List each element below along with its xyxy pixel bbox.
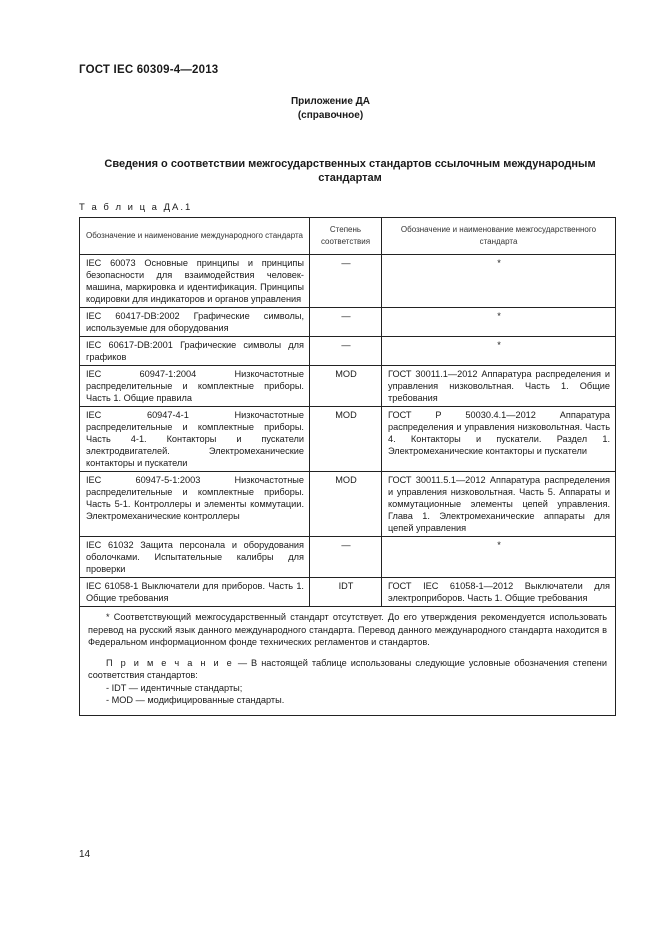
table-row xyxy=(80,472,616,537)
cell-degree: IDT xyxy=(310,578,382,607)
cell-degree: MOD xyxy=(310,366,382,407)
cell-interstate: * xyxy=(382,337,616,366)
annex-title: Приложение ДА xyxy=(290,96,371,107)
cell-international: IEC 60073 Основные принципы и принципы безопасности для взаимодействия человек-машина, маркировка и идентификация. Принципы кодировки для индикаторов и органов управления xyxy=(80,255,310,308)
cell-interstate: * xyxy=(382,537,616,578)
cell-degree: MOD xyxy=(310,472,382,537)
cell-international: IEC 60947-1:2004 Низкочастотные распределительные и комплектные приборы. Часть 1. Общие правила xyxy=(80,366,310,407)
cell-interstate: ГОСТ 30011.1—2012 Аппаратура распределения и управления низковольтная. Часть 1. Общие требования xyxy=(382,366,616,407)
table-row xyxy=(80,537,616,578)
cell-international: IEC 60947-5-1:2003 Низкочастотные распределительные и комплектные приборы. Часть 5-1. Контроллеры и элементы коммутации. Электромеханические контроллеры xyxy=(80,472,310,537)
cell-interstate: * xyxy=(382,308,616,337)
cell-international: IEC 61032 Защита персонала и оборудования оболочками. Испытательные калибры для проверки xyxy=(80,537,310,578)
cell-degree: — xyxy=(310,255,382,308)
table-label: Т а б л и ц а ДА.1 xyxy=(79,202,193,213)
document-code: ГОСТ IEC 60309-4—2013 xyxy=(79,64,219,76)
table-footer xyxy=(80,607,616,716)
header-degree-of-conformity: Степень соответствия xyxy=(310,218,382,255)
cell-degree: — xyxy=(310,337,382,366)
cell-interstate: * xyxy=(382,255,616,308)
page-number: 14 xyxy=(79,849,91,860)
annex-subtitle: (справочное) xyxy=(297,110,364,121)
cell-degree: MOD xyxy=(310,407,382,472)
cell-interstate: ГОСТ IEC 61058-1—2012 Выключатели для электроприборов. Часть 1. Общие требования xyxy=(382,578,616,607)
table-row xyxy=(80,407,616,472)
cell-international: IEC 60947-4-1 Низкочастотные распределительные и комплектные приборы. Часть 4-1. Контакторы и пускатели электродвигателей. Электромеханические контакторы и пускатели xyxy=(80,407,310,472)
section-title: Сведения о соответствии межгосударственных стандартов ссылочным международным стандартам xyxy=(104,158,596,184)
header-international-standard: Обозначение и наименование международного стандарта xyxy=(80,218,310,255)
cell-interstate: ГОСТ Р 50030.4.1—2012 Аппаратура распределения и управления низковольтная. Часть 4. Контакторы и пускатели. Раздел 1. Электромеханические контакторы и пускатели xyxy=(382,407,616,472)
note-item-mod: - MOD — модифицированные стандарты. xyxy=(106,695,285,705)
header-interstate-standard: Обозначение и наименование межгосударственного стандарта xyxy=(382,218,616,255)
note-item-idt: - IDT — идентичные стандарты; xyxy=(106,682,243,693)
cell-international: IEC 61058-1 Выключатели для приборов. Часть 1. Общие требования xyxy=(80,578,310,607)
table-row xyxy=(80,578,616,607)
table-footnote: * Соответствующий межгосударственный стандарт отсутствует. До его утверждения рекомендуется использовать перевод на русский язык данного международного стандарта. Перевод данного международного стандарта находится в Федеральном информационном фонде технических регламентов и стандартов. xyxy=(88,612,607,647)
table-row xyxy=(80,337,616,366)
cell-degree: — xyxy=(310,537,382,578)
note-heading: П р и м е ч а н и е xyxy=(106,657,234,668)
table-row xyxy=(80,255,616,308)
table-footer-row xyxy=(80,607,616,716)
correspondence-table xyxy=(79,217,616,716)
cell-international: IEC 60617-DB:2001 Графические символы для графиков xyxy=(80,337,310,366)
table-note xyxy=(88,657,607,682)
note-text: — В настоящей таблице использованы следующие условные обозначения степени соответствия стандартов: xyxy=(88,657,607,680)
cell-degree: — xyxy=(310,308,382,337)
table-row xyxy=(80,308,616,337)
table-header-row xyxy=(80,218,616,255)
table-row xyxy=(80,366,616,407)
cell-interstate: ГОСТ 30011.5.1—2012 Аппаратура распределения и управления низковольтная. Часть 5. Аппараты и коммутационные элементы цепей управления. Глава 1. Электромеханические аппараты для цепей управления xyxy=(382,472,616,537)
cell-international: IEC 60417-DB:2002 Графические символы, используемые для оборудования xyxy=(80,308,310,337)
